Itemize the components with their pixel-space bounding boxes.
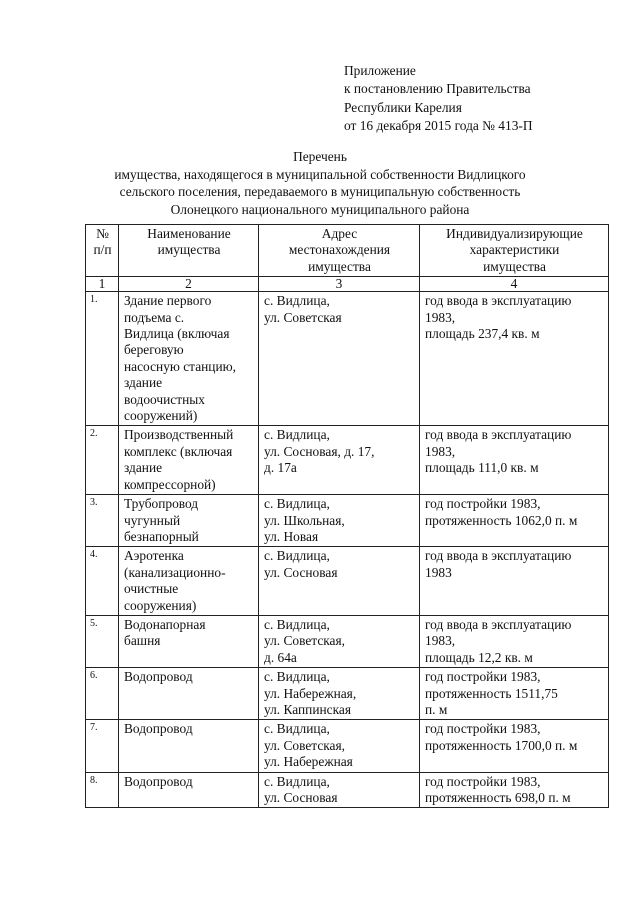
- property-table: [85, 224, 609, 808]
- property-address: с. Видлица, ул. Сосновая: [259, 772, 420, 808]
- property-name: Аэротенка (канализационно- очистные сооружения): [119, 547, 259, 616]
- property-address: с. Видлица, ул. Сосновая, д. 17, д. 17а: [259, 426, 420, 495]
- property-characteristics: год ввода в эксплуатацию 1983, площадь 12,2 кв. м: [420, 615, 609, 667]
- row-number: 5.: [86, 615, 119, 667]
- property-address: с. Видлица, ул. Набережная, ул. Каппинская: [259, 668, 420, 720]
- document-title: [60, 148, 580, 218]
- property-characteristics: год ввода в эксплуатацию 1983: [420, 547, 609, 616]
- table-row: [86, 547, 609, 616]
- property-name: Водонапорная башня: [119, 615, 259, 667]
- property-characteristics: год постройки 1983, протяженность 698,0 п. м: [420, 772, 609, 808]
- property-name: Водопровод: [119, 668, 259, 720]
- property-address: с. Видлица, ул. Школьная, ул. Новая: [259, 495, 420, 547]
- property-name: Производственный комплекс (включая здание компрессорной): [119, 426, 259, 495]
- row-number: 3.: [86, 495, 119, 547]
- row-number: 8.: [86, 772, 119, 808]
- appendix-note: Приложение к постановлению Правительства Республики Карелия от 16 декабря 2015 года № 413-П: [344, 63, 533, 134]
- title-heading: Перечень: [293, 149, 347, 164]
- table-row: [86, 495, 609, 547]
- row-number: 1.: [86, 292, 119, 426]
- property-name: Водопровод: [119, 772, 259, 808]
- property-characteristics: год постройки 1983, протяженность 1700,0 п. м: [420, 720, 609, 772]
- property-characteristics: год ввода в эксплуатацию 1983, площадь 237,4 кв. м: [420, 292, 609, 426]
- table-row: [86, 720, 609, 772]
- header-number: № п/п: [86, 225, 119, 277]
- column-number: 2: [119, 277, 259, 292]
- column-number: 1: [86, 277, 119, 292]
- property-characteristics: год постройки 1983, протяженность 1511,75 п. м: [420, 668, 609, 720]
- property-address: с. Видлица, ул. Советская, д. 64а: [259, 615, 420, 667]
- property-address: с. Видлица, ул. Советская: [259, 292, 420, 426]
- header-characteristics: Индивидуализирующие характеристики имущества: [420, 225, 609, 277]
- table-row: [86, 772, 609, 808]
- table-header-row: [86, 225, 609, 277]
- property-address: с. Видлица, ул. Советская, ул. Набережная: [259, 720, 420, 772]
- property-name: Водопровод: [119, 720, 259, 772]
- property-characteristics: год ввода в эксплуатацию 1983, площадь 111,0 кв. м: [420, 426, 609, 495]
- header-address: Адрес местонахождения имущества: [259, 225, 420, 277]
- table-row: [86, 426, 609, 495]
- header-name: Наименование имущества: [119, 225, 259, 277]
- row-number: 7.: [86, 720, 119, 772]
- row-number: 4.: [86, 547, 119, 616]
- table-row: [86, 292, 609, 426]
- column-number: 4: [420, 277, 609, 292]
- property-address: с. Видлица, ул. Сосновая: [259, 547, 420, 616]
- table-row: [86, 668, 609, 720]
- property-name: Трубопровод чугунный безнапорный: [119, 495, 259, 547]
- column-number: 3: [259, 277, 420, 292]
- row-number: 2.: [86, 426, 119, 495]
- title-body: имущества, находящегося в муниципальной собственности Видлицкого сельского поселения, передаваемого в муниципальную собственность Олонецкого национального муниципального района: [114, 166, 526, 217]
- property-characteristics: год постройки 1983, протяженность 1062,0 п. м: [420, 495, 609, 547]
- property-name: Здание первого подъема с. Видлица (включая береговую насосную станцию, здание водоочистных сооружений): [119, 292, 259, 426]
- column-number-row: [86, 277, 609, 292]
- table-row: [86, 615, 609, 667]
- row-number: 6.: [86, 668, 119, 720]
